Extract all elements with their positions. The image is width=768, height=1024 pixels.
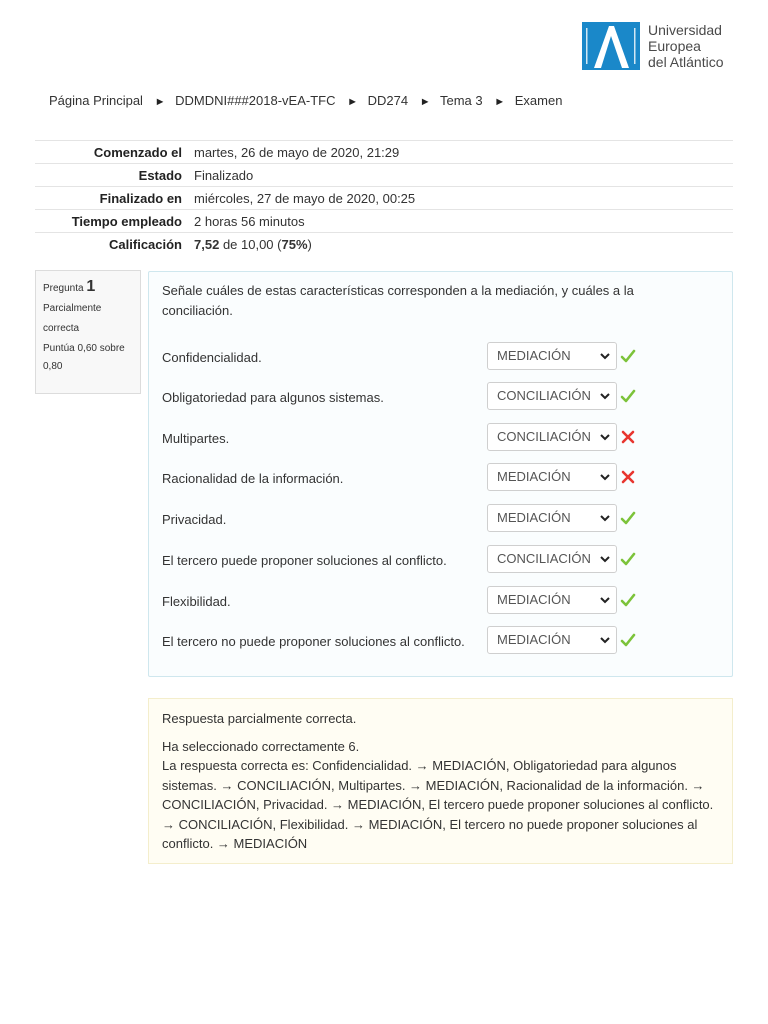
summary-value: martes, 26 de mayo de 2020, 21:29 (194, 144, 400, 160)
university-logo[interactable] (582, 22, 752, 72)
answer-select-value: MEDIACIÓN (497, 510, 571, 525)
summary-value: miércoles, 27 de mayo de 2020, 00:25 (194, 190, 416, 206)
university-name-line3: del Atlántico (648, 54, 724, 70)
question-points-line2: 0,80 (43, 361, 63, 372)
answer-select-value: MEDIACIÓN (497, 632, 571, 647)
question-text: Señale cuáles de estas características corresponden a la mediación, y cuáles a la conciliación. (162, 283, 634, 318)
grade-total: de 10,00 ( (222, 236, 282, 252)
answer-label: Obligatoriedad para algunos sistemas. (162, 390, 384, 405)
question-number-value: 1 (86, 278, 96, 295)
answer-row (149, 423, 734, 453)
answer-select[interactable] (487, 504, 617, 532)
question-info (35, 270, 141, 394)
grade-score: 7,52 (194, 236, 220, 252)
chevron-down-icon (599, 431, 611, 443)
answer-select-value: CONCILIACIÓN (497, 429, 591, 444)
answer-row (149, 586, 734, 616)
question-number (43, 277, 133, 299)
summary-label: Comenzado el (93, 144, 182, 160)
answer-select-value: CONCILIACIÓN (497, 388, 591, 403)
summary-row-grade (35, 233, 733, 256)
answer-label: El tercero puede proponer soluciones al conflicto. (162, 553, 447, 568)
chevron-down-icon (599, 471, 611, 483)
answer-select[interactable] (487, 342, 617, 370)
question-state (43, 299, 133, 339)
breadcrumb-section[interactable]: DD274 (367, 93, 409, 108)
correct-check-icon (620, 348, 636, 364)
breadcrumb-exam[interactable]: Examen (514, 93, 563, 108)
answer-row (149, 342, 734, 372)
answer-select[interactable] (487, 626, 617, 654)
question-card (148, 271, 733, 677)
incorrect-cross-icon (620, 429, 636, 445)
breadcrumb-course[interactable]: DDMDNI###2018-vEA-TFC (175, 93, 336, 108)
answer-select[interactable] (487, 586, 617, 614)
grade-value (188, 233, 733, 256)
answer-select-value: MEDIACIÓN (497, 348, 571, 363)
answer-label: Multipartes. (162, 431, 230, 446)
feedback-status: Respuesta parcialmente correcta. (162, 711, 357, 726)
question-points-line1: Puntúa 0,60 sobre (43, 343, 125, 354)
answer-select[interactable] (487, 423, 617, 451)
answer-row (149, 626, 734, 656)
breadcrumb-separator-icon: ► (347, 96, 358, 108)
summary-label: Estado (138, 167, 182, 183)
answer-select[interactable] (487, 545, 617, 573)
question-state-line2: correcta (43, 323, 80, 334)
answer-label: Privacidad. (162, 512, 227, 527)
summary-value: 2 horas 56 minutos (194, 213, 305, 229)
university-name-line1: Universidad (648, 22, 722, 38)
grade-close: ) (307, 236, 312, 252)
answer-select[interactable] (487, 382, 617, 410)
summary-row (35, 210, 733, 233)
breadcrumb (49, 93, 562, 108)
answer-select-value: CONCILIACIÓN (497, 551, 591, 566)
chevron-down-icon (599, 390, 611, 402)
correct-check-icon (620, 551, 636, 567)
university-logo-icon (582, 22, 640, 70)
question-points (43, 339, 133, 377)
answer-select-value: MEDIACIÓN (497, 469, 571, 484)
answer-select-value: MEDIACIÓN (497, 592, 571, 607)
summary-row (35, 187, 733, 210)
summary-label: Tiempo empleado (71, 213, 182, 229)
university-name (648, 22, 724, 70)
answer-select[interactable] (487, 463, 617, 491)
correct-check-icon (620, 388, 636, 404)
chevron-down-icon (599, 553, 611, 565)
correct-check-icon (620, 592, 636, 608)
chevron-down-icon (599, 634, 611, 646)
answer-row (149, 463, 734, 493)
chevron-down-icon (599, 512, 611, 524)
question-state-line1: Parcialmente (43, 303, 102, 314)
chevron-down-icon (599, 350, 611, 362)
answer-row (149, 545, 734, 575)
answer-label: Racionalidad de la información. (162, 471, 344, 486)
answer-label: El tercero no puede proponer soluciones al conflicto. (162, 634, 465, 649)
breadcrumb-home[interactable]: Página Principal (49, 93, 143, 108)
breadcrumb-separator-icon: ► (419, 96, 431, 108)
incorrect-cross-icon (620, 469, 636, 485)
feedback-correct-answer: La respuesta correcta es: Confidencialidad. → MEDIACIÓN, Obligatoriedad para algunos sistemas. → CONCILIACIÓN, Multipartes. → MEDIACIÓN, Racionalidad de la información. → CONCILIACIÓN, Privacidad. → MEDIACIÓN, El tercero puede proponer soluciones al conflicto. → CONCILIACIÓN, Flexibilidad. → MEDIACIÓN, El tercero no puede proponer soluciones al conflicto. → MEDIACIÓN (162, 758, 714, 851)
summary-value: Finalizado (194, 167, 254, 183)
correct-check-icon (620, 510, 636, 526)
answer-label: Flexibilidad. (162, 594, 231, 609)
summary-label: Finalizado en (99, 190, 182, 206)
question-number-prefix: Pregunta (43, 283, 84, 294)
chevron-down-icon (599, 594, 611, 606)
grade-label: Calificación (109, 236, 182, 252)
answer-label: Confidencialidad. (162, 350, 262, 365)
breadcrumb-separator-icon: ► (154, 96, 166, 108)
correct-check-icon (620, 632, 636, 648)
university-name-line2: Europea (648, 38, 701, 54)
answer-row (149, 504, 734, 534)
feedback-count: Ha seleccionado correctamente 6. (162, 738, 360, 754)
attempt-summary-table (35, 140, 733, 255)
breadcrumb-topic[interactable]: Tema 3 (439, 93, 483, 108)
question-feedback (148, 698, 733, 864)
answer-row (149, 382, 734, 412)
grade-percent: 75% (281, 236, 308, 252)
summary-row (35, 141, 733, 164)
breadcrumb-separator-icon: ► (494, 96, 506, 108)
summary-row (35, 164, 733, 187)
